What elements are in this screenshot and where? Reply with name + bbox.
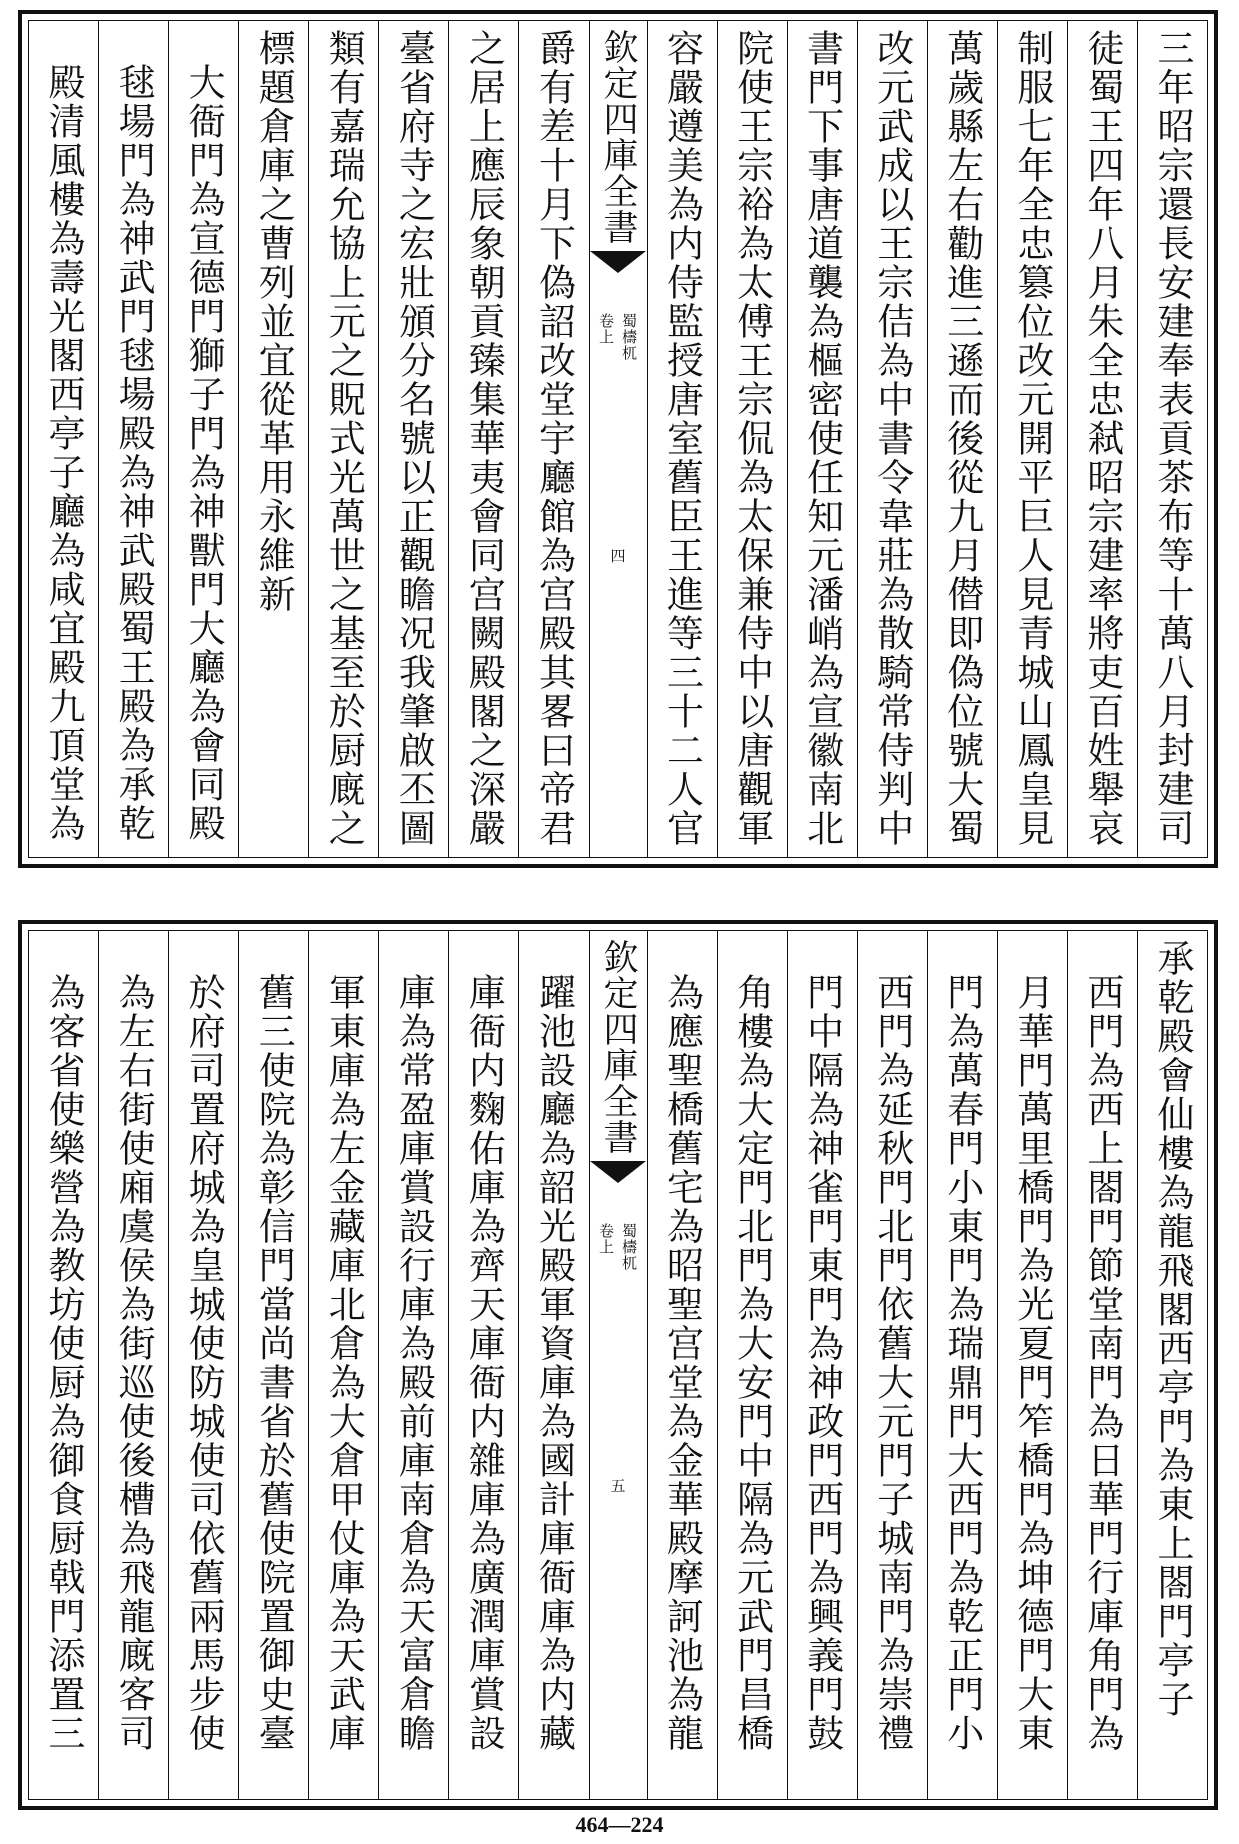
text-column: 類有嘉瑞允協上元之貺式光萬世之基至於厨廐之	[308, 21, 378, 857]
text-column: 為左右街使廂虞侯為街巡使後槽為飛龍廐客司	[98, 931, 168, 1799]
text-column: 躍池設廳為韶光殿軍資庫為國計庫衙庫為内藏	[518, 931, 588, 1799]
upper-page	[18, 10, 1218, 868]
page-reference: 464—224	[575, 1812, 664, 1837]
text-column: 舊三使院為彰信門當尚書省於舊使院置御史臺	[238, 931, 308, 1799]
text-column: 書門下事唐道襲為樞密使任知元潘峭為宣徽南北	[787, 21, 857, 857]
fish-tail-ornament	[590, 1161, 646, 1183]
text-column: 於府司置府城為皇城使防城使司依舊兩馬步使	[168, 931, 238, 1799]
text-column: 臺省府寺之宏壯頒分名號以正觀瞻况我肇啟丕圖	[378, 21, 448, 857]
text-column: 容嚴遵美為内侍監授唐室舊臣王進等三十二人官	[647, 21, 717, 857]
fish-tail-ornament	[590, 251, 646, 273]
text-column: 大衙門為宣德門獅子門為神獸門大廳為會同殿	[168, 21, 238, 857]
text-column: 爵有差十月下偽詔改堂宇廳館為宫殿其畧曰帝君	[518, 21, 588, 857]
fold-center-column	[589, 21, 647, 857]
collection-title: 欽定四庫全書	[598, 29, 638, 245]
text-column: 標題倉庫之曹列並宜從革用永維新	[238, 21, 308, 857]
lower-page	[18, 920, 1218, 1810]
page-number: 四	[608, 547, 627, 563]
book-volume-label	[596, 313, 640, 361]
text-column: 角樓為大定門北門為大安門中隔為元武門昌橋	[717, 931, 787, 1799]
text-column: 西門為延秋門北門依舊大元門子城南門為崇禮	[857, 931, 927, 1799]
fold-center-column	[589, 931, 647, 1799]
text-column: 門為萬春門小東門為瑞鼎門大西門為乾正門小	[927, 931, 997, 1799]
text-column: 殿清風樓為壽光閣西亭子廳為咸宜殿九頂堂為	[42, 63, 86, 843]
text-column: 毬場門為神武門毬場殿為神武殿蜀王殿為承乾	[98, 21, 168, 857]
text-column: 為應聖橋舊宅為昭聖宫堂為金華殿摩訶池為龍	[647, 931, 717, 1799]
upper-text-columns	[29, 21, 1207, 857]
text-column: 院使王宗裕為太傅王宗侃為太保兼侍中以唐觀軍	[717, 21, 787, 857]
volume-label: 卷上	[597, 313, 615, 345]
book-title: 蜀檮杌	[620, 313, 638, 361]
text-column: 為客省使樂營為教坊使厨為御食厨戟門添置三	[42, 973, 86, 1753]
text-column: 徒蜀王四年八月朱全忠弒昭宗建率將吏百姓舉哀	[1067, 21, 1137, 857]
collection-title: 欽定四庫全書	[598, 939, 638, 1155]
lower-text-columns	[29, 931, 1207, 1799]
upper-page-frame	[28, 20, 1208, 858]
text-column: 軍東庫為左金藏庫北倉為大倉甲仗庫為天武庫	[308, 931, 378, 1799]
lower-page-frame	[28, 930, 1208, 1800]
text-column: 西門為西上閤門節堂南門為日華門行庫角門為	[1067, 931, 1137, 1799]
text-column: 三年昭宗還長安建奉表貢茶布等十萬八月封建司	[1137, 21, 1207, 857]
text-column: 月華門萬里橋門為光夏門笮橋門為坤德門大東	[997, 931, 1067, 1799]
text-column: 改元武成以王宗佶為中書令韋莊為散騎常侍判中	[857, 21, 927, 857]
text-column: 制服七年全忠篡位改元開平巨人見青城山鳳皇見	[997, 21, 1067, 857]
text-column: 之居上應辰象朝貢臻集華夷會同宫闕殿閣之深嚴	[448, 21, 518, 857]
text-column: 承乾殿會仙樓為龍飛閣西亭門為東上閤門亭子	[1137, 931, 1207, 1799]
page-number: 五	[608, 1477, 627, 1493]
volume-label: 卷上	[597, 1223, 615, 1255]
text-column: 門中隔為神雀門東門為神政門西門為興義門鼓	[787, 931, 857, 1799]
text-column: 庫衙内麴佑庫為齊天庫衙内雜庫為廣潤庫賞設	[448, 931, 518, 1799]
book-volume-label	[596, 1223, 640, 1271]
text-column: 庫為常盈庫賞設行庫為殿前庫南倉為天富倉瞻	[378, 931, 448, 1799]
book-title: 蜀檮杌	[620, 1223, 638, 1271]
text-column: 萬歲縣左右勸進三遜而後從九月僣即偽位號大蜀	[927, 21, 997, 857]
